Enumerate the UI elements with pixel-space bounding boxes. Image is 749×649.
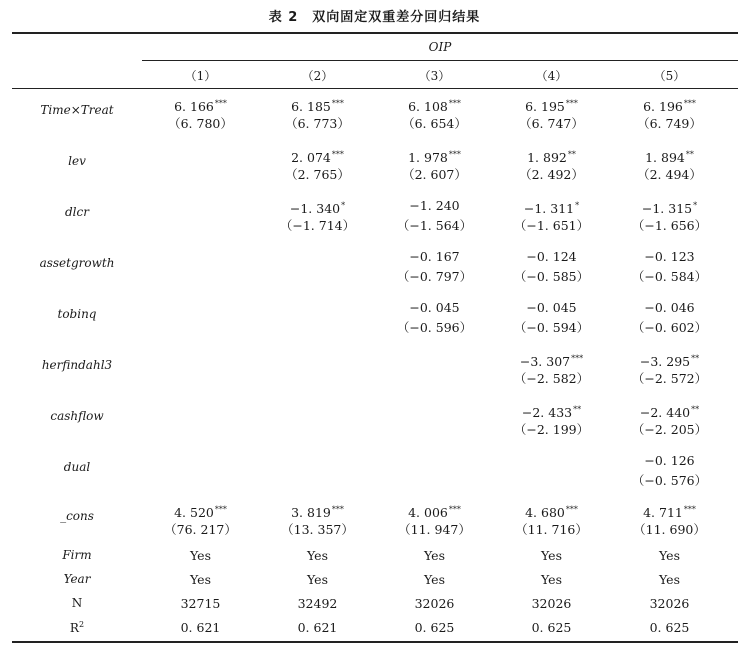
significance-stars: *** <box>565 505 578 514</box>
summary-value-cell: 32026 <box>414 596 455 611</box>
significance-stars: * <box>575 201 580 210</box>
summary-label-text: Firm <box>62 548 92 562</box>
bottom-rule <box>12 641 738 643</box>
row-label-herfindahl3: herfindahl3 <box>41 358 113 372</box>
coefficient-value: 1. 894 <box>645 150 685 165</box>
row-label-cons: _cons <box>60 509 94 523</box>
row-label-dlcr: dlcr <box>65 205 89 219</box>
summary-value-cell: Yes <box>190 548 211 563</box>
row-label-dual: dual <box>63 460 91 474</box>
t-statistic-cell: （6. 749） <box>637 116 702 131</box>
coefficient-cell <box>611 247 728 267</box>
coefficient-value: −3. 295 <box>639 354 691 369</box>
row-label-timetreat: Time×Treat <box>40 103 114 117</box>
significance-stars: *** <box>448 505 461 514</box>
t-statistic-cell: （−0. 797） <box>396 269 473 284</box>
summary-value-cell: Yes <box>659 548 680 563</box>
t-statistic-cell: （2. 494） <box>637 167 702 182</box>
summary-label-r <box>12 620 142 635</box>
dependent-variable-header: OIP <box>428 40 452 54</box>
significance-stars: *** <box>565 99 578 108</box>
coefficient-value: −3. 307 <box>519 354 571 369</box>
t-statistic-cell: （6. 780） <box>168 116 233 131</box>
coefficient-value: −1. 240 <box>409 198 460 213</box>
t-statistic-cell: （−2. 199） <box>513 422 590 437</box>
summary-value-cell: Yes <box>307 572 328 587</box>
t-statistic-cell: （−0. 602） <box>631 320 708 335</box>
summary-value-cell: 0. 625 <box>649 620 690 635</box>
row-label-assetgrowth: assetgrowth <box>39 256 115 270</box>
significance-stars: *** <box>571 354 584 363</box>
coefficient-value: −0. 045 <box>409 300 460 315</box>
table-caption: 表 2 双向固定双重差分回归结果 <box>268 10 481 25</box>
t-statistic-cell: （−1. 714） <box>279 218 356 233</box>
coefficient-value: 2. 074 <box>291 150 331 165</box>
significance-stars: *** <box>331 99 344 108</box>
coefficient-value: 3. 819 <box>291 505 331 520</box>
coefficient-value: −0. 126 <box>644 453 695 468</box>
coefficient-value: −2. 440 <box>639 405 691 420</box>
significance-stars: *** <box>214 505 227 514</box>
header-sub-rule <box>142 60 738 61</box>
t-statistic-cell: （−2. 205） <box>631 422 708 437</box>
superscript: 2 <box>78 620 85 629</box>
column-header-4: （4） <box>535 69 568 83</box>
coefficient-value: 1. 892 <box>527 150 567 165</box>
significance-stars: *** <box>683 99 696 108</box>
significance-stars: *** <box>448 150 461 159</box>
summary-label-n <box>12 596 142 610</box>
t-statistic-cell: （2. 607） <box>402 167 467 182</box>
t-statistic-cell: （6. 773） <box>285 116 350 131</box>
summary-value-cell: 32026 <box>531 596 572 611</box>
summary-value-cell: 32492 <box>297 596 338 611</box>
summary-value-cell: 0. 625 <box>414 620 455 635</box>
t-statistic-cell: （−2. 582） <box>513 371 590 386</box>
t-statistic-cell: （−0. 584） <box>631 269 708 284</box>
summary-value-cell: 32026 <box>649 596 690 611</box>
summary-label-text: Year <box>63 572 91 586</box>
coefficient-cell <box>493 247 610 267</box>
significance-stars: *** <box>331 505 344 514</box>
summary-value-cell: 32715 <box>180 596 221 611</box>
summary-value-cell: 0. 621 <box>180 620 221 635</box>
t-statistic-cell: （−0. 576） <box>631 473 708 488</box>
significance-stars: *** <box>683 505 696 514</box>
coefficient-value: 4. 680 <box>525 505 565 520</box>
top-rule <box>12 32 738 34</box>
coefficient-value: −1. 315 <box>641 201 693 216</box>
coefficient-value: −0. 045 <box>526 300 577 315</box>
coefficient-cell <box>376 196 493 216</box>
t-statistic-cell: （−1. 651） <box>513 218 590 233</box>
summary-value-cell: Yes <box>424 572 445 587</box>
row-label-tobinq: tobinq <box>57 307 97 321</box>
coefficient-value: −1. 311 <box>523 201 575 216</box>
coefficient-value: −0. 124 <box>526 249 577 264</box>
coefficient-cell <box>493 298 610 318</box>
t-statistic-cell: （6. 654） <box>402 116 467 131</box>
coefficient-value: 6. 195 <box>525 99 565 114</box>
t-statistic-cell: （−0. 596） <box>396 320 473 335</box>
t-statistic-cell: （2. 765） <box>285 167 350 182</box>
coefficient-cell <box>376 247 493 267</box>
coefficient-value: 4. 006 <box>408 505 448 520</box>
significance-stars: *** <box>214 99 227 108</box>
significance-stars: *** <box>331 150 344 159</box>
column-header-5: （5） <box>653 69 686 83</box>
summary-value-cell: 0. 621 <box>297 620 338 635</box>
coefficient-value: 6. 185 <box>291 99 331 114</box>
significance-stars: ** <box>691 354 700 363</box>
coefficient-value: −2. 433 <box>521 405 573 420</box>
coefficient-value: 6. 196 <box>643 99 683 114</box>
significance-stars: *** <box>448 99 461 108</box>
header-rule <box>12 88 738 89</box>
row-label-cashflow: cashflow <box>50 409 104 423</box>
t-statistic-cell: （−1. 564） <box>396 218 473 233</box>
t-statistic-cell: （6. 747） <box>519 116 584 131</box>
coefficient-value: 6. 108 <box>408 99 448 114</box>
significance-stars: ** <box>685 150 694 159</box>
summary-value-cell: Yes <box>541 548 562 563</box>
row-label-lev: lev <box>68 154 86 168</box>
coefficient-value: 4. 520 <box>174 505 214 520</box>
t-statistic-cell: （11. 716） <box>515 522 588 537</box>
t-statistic-cell: （−2. 572） <box>631 371 708 386</box>
coefficient-cell <box>611 298 728 318</box>
t-statistic-cell: （−1. 656） <box>631 218 708 233</box>
significance-stars: ** <box>567 150 576 159</box>
summary-label-text: N <box>71 596 83 610</box>
summary-value-cell: Yes <box>541 572 562 587</box>
t-statistic-cell: （13. 357） <box>281 522 354 537</box>
t-statistic-cell: （76. 217） <box>164 522 237 537</box>
summary-value-cell: Yes <box>424 548 445 563</box>
summary-value-cell: Yes <box>190 572 211 587</box>
summary-label-year <box>12 572 142 586</box>
significance-stars: * <box>693 201 698 210</box>
significance-stars: ** <box>573 405 582 414</box>
column-header-3: （3） <box>418 69 451 83</box>
coefficient-value: 1. 978 <box>408 150 448 165</box>
coefficient-value: −0. 046 <box>644 300 695 315</box>
coefficient-cell <box>611 451 728 471</box>
t-statistic-cell: （−0. 585） <box>513 269 590 284</box>
summary-value-cell: Yes <box>307 548 328 563</box>
coefficient-value: 6. 166 <box>174 99 214 114</box>
t-statistic-cell: （−0. 594） <box>513 320 590 335</box>
t-statistic-cell: （11. 690） <box>633 522 706 537</box>
significance-stars: * <box>341 201 346 210</box>
summary-value-cell: Yes <box>659 572 680 587</box>
column-header-1: （1） <box>184 69 217 83</box>
summary-label-firm <box>12 548 142 562</box>
significance-stars: ** <box>691 405 700 414</box>
column-header-2: （2） <box>301 69 334 83</box>
coefficient-cell <box>376 298 493 318</box>
t-statistic-cell: （2. 492） <box>519 167 584 182</box>
summary-label-text: R <box>69 621 79 635</box>
coefficient-value: −1. 340 <box>289 201 341 216</box>
t-statistic-cell: （11. 947） <box>398 522 471 537</box>
coefficient-value: 4. 711 <box>643 505 683 520</box>
summary-value-cell: 0. 625 <box>531 620 572 635</box>
coefficient-value: −0. 123 <box>644 249 695 264</box>
coefficient-value: −0. 167 <box>409 249 460 264</box>
